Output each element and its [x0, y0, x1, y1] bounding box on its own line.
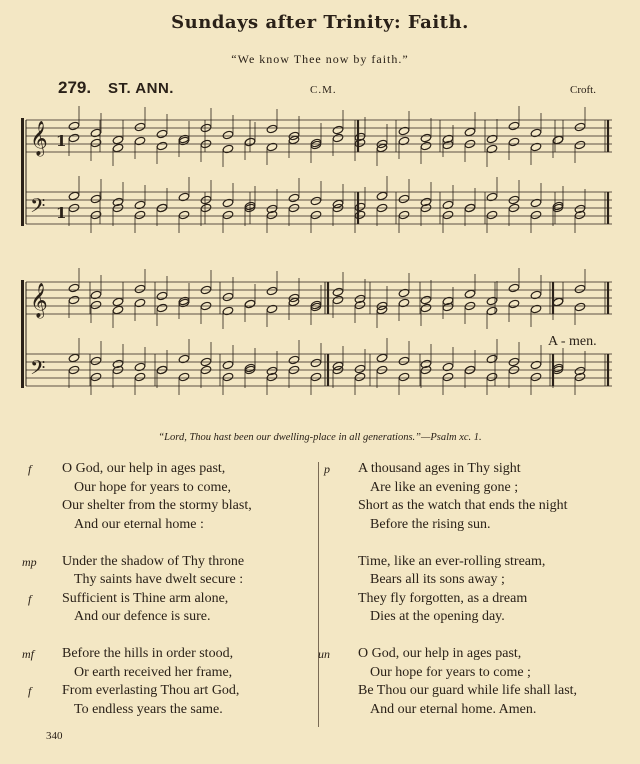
note-head: [354, 210, 366, 220]
stanza: [324, 460, 635, 534]
verse-text: Our shelter from the stormy blast,: [62, 498, 252, 513]
note-head: [398, 372, 410, 382]
verse-line: [340, 590, 635, 609]
note-head: [310, 210, 322, 220]
note-head: [288, 355, 300, 365]
note-head: [156, 141, 168, 151]
note-head: [68, 353, 80, 363]
verse-text: And our eternal home. Amen.: [370, 701, 537, 717]
note-head: [222, 372, 234, 382]
note-head: [112, 135, 124, 145]
note-head: [332, 287, 344, 297]
note-head: [68, 121, 80, 131]
time-signature: 1: [56, 204, 67, 222]
verse-text: Under the shadow of Thy throne: [62, 553, 245, 569]
verse-line: [28, 682, 314, 701]
note-head: [156, 303, 168, 313]
verse-text: And our eternal home :: [74, 516, 204, 532]
note-head: [442, 372, 454, 382]
note-head: [266, 124, 278, 134]
note-head: [508, 283, 520, 293]
verse-line: [44, 516, 314, 535]
note-head: [222, 292, 234, 302]
verse-text: Be Thou our guard while life shall last,: [358, 683, 578, 698]
verse-line: [44, 664, 314, 683]
note-head: [178, 210, 190, 220]
verse-line: [340, 479, 635, 498]
page-header-title: Sundays after Trinity: Faith.: [171, 12, 469, 33]
verse-text: To endless years the same.: [74, 701, 223, 717]
verse-line: [22, 645, 314, 664]
verse-text: Short as the watch that ends the night: [358, 498, 568, 513]
verse-line: [324, 460, 635, 479]
note-head: [552, 135, 564, 145]
note-head: [420, 133, 432, 143]
stanza: [28, 460, 314, 534]
verse-text: Are like an evening gone ;: [370, 479, 519, 495]
note-head: [112, 297, 124, 307]
dynamic-marking: f: [28, 591, 32, 606]
verse-line: [340, 682, 635, 701]
verse-line: [318, 645, 635, 664]
note-head: [420, 141, 432, 151]
note-head: [332, 295, 344, 305]
note-head: [90, 356, 102, 366]
note-head: [376, 353, 388, 363]
verse-text: And our defence is sure.: [74, 609, 211, 624]
note-head: [310, 372, 322, 382]
note-head: [354, 202, 366, 212]
dynamic-marking: f: [28, 684, 32, 698]
verse-line: [44, 571, 314, 590]
note-head: [398, 356, 410, 366]
note-head: [156, 129, 168, 139]
note-head: [178, 372, 190, 382]
epigraph: “We know Thee now by faith.”: [231, 52, 409, 66]
verse-line: [340, 664, 635, 683]
note-head: [112, 305, 124, 315]
note-head: [508, 137, 520, 147]
column-divider: [318, 462, 319, 727]
note-head: [68, 295, 80, 305]
note-head: [134, 122, 146, 132]
note-head: [376, 191, 388, 201]
note-head: [68, 133, 80, 143]
stanza: [318, 645, 635, 719]
note-head: [134, 284, 146, 294]
system-brace: [21, 280, 24, 388]
note-head: [574, 122, 586, 132]
verse-line: [28, 590, 314, 609]
time-signature: 1: [56, 132, 67, 150]
verse-text: Bears all its sons away ;: [370, 572, 505, 587]
note-head: [68, 283, 80, 293]
verse-text: O God, our help in ages past,: [62, 461, 226, 476]
verses-right-column: [318, 460, 635, 738]
verse-line: [44, 497, 314, 516]
verse-text: Before the rising sun.: [370, 516, 491, 532]
hymn-meter: C.M.: [310, 84, 337, 96]
verse-line: [340, 553, 635, 572]
note-head: [420, 303, 432, 313]
note-head: [574, 302, 586, 312]
verses-left-column: [22, 460, 314, 738]
amen-lyric: A - men.: [548, 334, 597, 349]
note-head: [530, 372, 542, 382]
note-head: [486, 210, 498, 220]
note-head: [508, 121, 520, 131]
note-head: [310, 358, 322, 368]
verse-line: [44, 479, 314, 498]
verse-line: [340, 571, 635, 590]
verse-line: [22, 553, 314, 572]
note-head: [464, 127, 476, 137]
verse-line: [340, 701, 635, 720]
verse-text: Before the hills in order stood,: [62, 646, 234, 661]
note-head: [90, 300, 102, 310]
verse-line: [44, 701, 314, 720]
verse-text: They fly forgotten, as a dream: [358, 590, 528, 606]
hymn-composer: Croft.: [570, 84, 596, 96]
hymn-tune-name: ST. ANN.: [108, 80, 174, 97]
note-head: [68, 191, 80, 201]
note-head: [332, 125, 344, 135]
verse-line: [28, 460, 314, 479]
verse-line: [340, 608, 635, 627]
verse-text: Time, like an ever-rolling stream,: [358, 553, 546, 569]
note-head: [244, 299, 256, 309]
music-score: [0, 100, 640, 420]
verse-line: [340, 497, 635, 516]
system-brace: [21, 118, 24, 226]
verse-text: Thy saints have dwelt secure :: [74, 572, 244, 587]
note-head: [288, 193, 300, 203]
note-head: [420, 295, 432, 305]
note-head: [332, 133, 344, 143]
treble-clef-icon: 𝄞: [30, 121, 48, 156]
verse-text: Our hope for years to come,: [74, 479, 232, 495]
page-number: 340: [46, 730, 63, 742]
note-head: [464, 289, 476, 299]
stanza: [22, 553, 314, 627]
note-head: [354, 372, 366, 382]
note-head: [398, 194, 410, 204]
verse-line: [340, 516, 635, 535]
verse-line: [44, 608, 314, 627]
note-head: [574, 140, 586, 150]
note-head: [112, 143, 124, 153]
note-head: [486, 372, 498, 382]
scripture-quote: “Lord, Thou hast been our dwelling-place in all generations.”—Psalm xc. 1.: [158, 432, 482, 443]
dynamic-marking: f: [28, 462, 32, 476]
note-head: [134, 210, 146, 220]
bass-clef-icon: 𝄢: [30, 194, 46, 222]
note-head: [134, 372, 146, 382]
note-head: [508, 299, 520, 309]
note-head: [574, 284, 586, 294]
note-head: [266, 286, 278, 296]
verse-text: From everlasting Thou art God,: [62, 683, 240, 698]
verse-text: Or earth received her frame,: [74, 664, 233, 680]
note-head: [530, 210, 542, 220]
stanza: [22, 645, 314, 719]
note-head: [90, 372, 102, 382]
note-head: [156, 291, 168, 301]
note-head: [442, 210, 454, 220]
dynamic-marking: p: [324, 462, 330, 476]
verse-text: Sufficient is Thine arm alone,: [62, 590, 229, 606]
verse-text: A thousand ages in Thy sight: [358, 461, 521, 476]
dynamic-marking: un: [318, 647, 330, 661]
verse-text: O God, our help in ages past,: [358, 646, 522, 661]
verse-text: Dies at the opening day.: [370, 609, 505, 624]
treble-clef-icon: 𝄞: [30, 283, 48, 318]
stanza: [340, 553, 635, 627]
hymn-number: 279.: [58, 78, 92, 97]
note-head: [222, 210, 234, 220]
dynamic-marking: mp: [22, 554, 37, 569]
verse-text: Our hope for years to come ;: [370, 664, 531, 680]
note-head: [354, 364, 366, 374]
dynamic-marking: mf: [22, 647, 34, 661]
bass-clef-icon: 𝄢: [30, 356, 46, 384]
note-head: [222, 130, 234, 140]
note-head: [310, 196, 322, 206]
note-head: [398, 210, 410, 220]
